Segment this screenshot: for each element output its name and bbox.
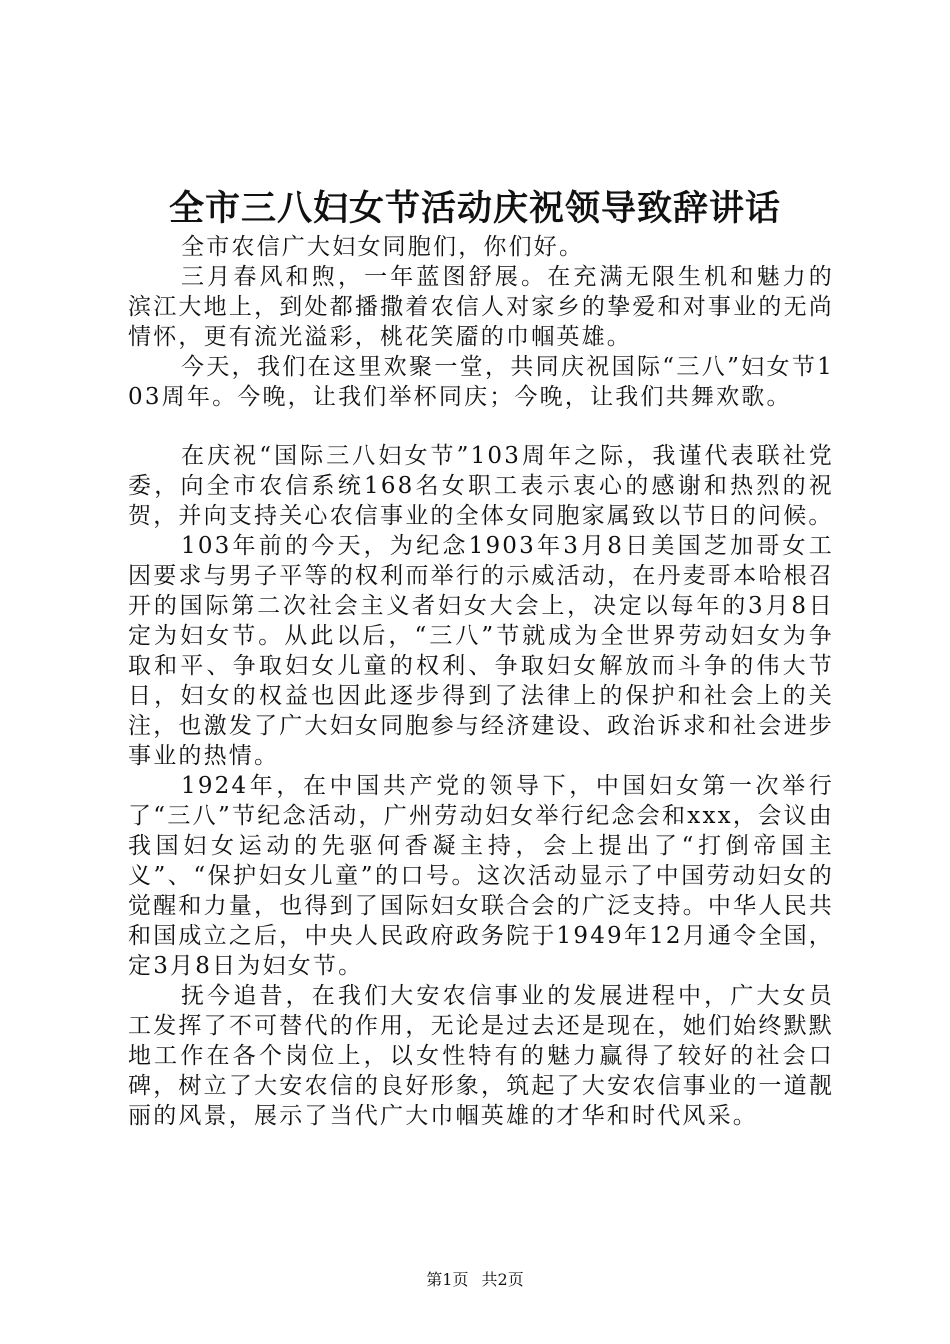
paragraph-retrospect: 抚今追昔，在我们大安农信事业的发展进程中，广大女员工发挥了不可替代的作用，无论是过去还是现在，她们始终默默地工作在各个岗位上，以女性特有的魅力赢得了较好的社会口碑，树立了大安农信的良好形象，筑起了大安农信事业的一道靓丽的风景，展示了当代广大巾帼英雄的才华和时代风采。 bbox=[128, 983, 834, 1129]
paragraph-greeting: 全市农信广大妇女同胞们，你们好。 bbox=[181, 234, 585, 260]
document-body bbox=[128, 232, 834, 1131]
paragraph-congratulations: 在庆祝“国际三八妇女节”103周年之际，我谨代表联社党委，向全市农信系统168名女职工表示衷心的感谢和热烈的祝贺，并向支持关心农信事业的全体女同胞家属致以节日的问候。 bbox=[128, 443, 834, 529]
paragraph-spring: 三月春风和煦，一年蓝图舒展。在充满无限生机和魅力的滨江大地上，到处都播撒着农信人对家乡的挚爱和对事业的无尚情怀，更有流光溢彩，桃花笑靥的巾帼英雄。 bbox=[128, 264, 834, 350]
document-title: 全市三八妇女节活动庆祝领导致辞讲话 bbox=[168, 188, 781, 229]
paragraph-1924: 1924年，在中国共产党的领导下，中国妇女第一次举行了“三八”节纪念活动，广州劳动妇女举行纪念会和xxx，会议由我国妇女运动的先驱何香凝主持，会上提出了“打倒帝国主义”、“保护妇女儿童”的口号。这次活动显示了中国劳动妇女的觉醒和力量，也得到了国际妇女联合会的广泛支持。中华人民共和国成立之后，中央人民政府政务院于1949年12月通令全国，定3月8日为妇女节。 bbox=[128, 773, 834, 979]
page-total: 共2页 bbox=[481, 1270, 524, 1289]
page-footer bbox=[0, 1270, 950, 1290]
paragraph-history: 103年前的今天，为纪念1903年3月8日美国芝加哥女工因要求与男子平等的权利而举行的示威活动，在丹麦哥本哈根召开的国际第二次社会主义者妇女大会上，决定以每年的3月8日定为妇女节。从此以后，“三八”节就成为全世界劳动妇女为争取和平、争取妇女儿童的权利、争取妇女解放而斗争的伟大节日，妇女的权益也因此逐步得到了法律上的保护和社会上的关注，也激发了广大妇女同胞参与经济建设、政治诉求和社会进步事业的热情。 bbox=[128, 533, 834, 769]
paragraph-today: 今天，我们在这里欢聚一堂，共同庆祝国际“三八”妇女节103周年。今晚，让我们举杯同庆；今晚，让我们共舞欢歌。 bbox=[128, 354, 834, 410]
page-number: 第1页 bbox=[426, 1270, 469, 1289]
